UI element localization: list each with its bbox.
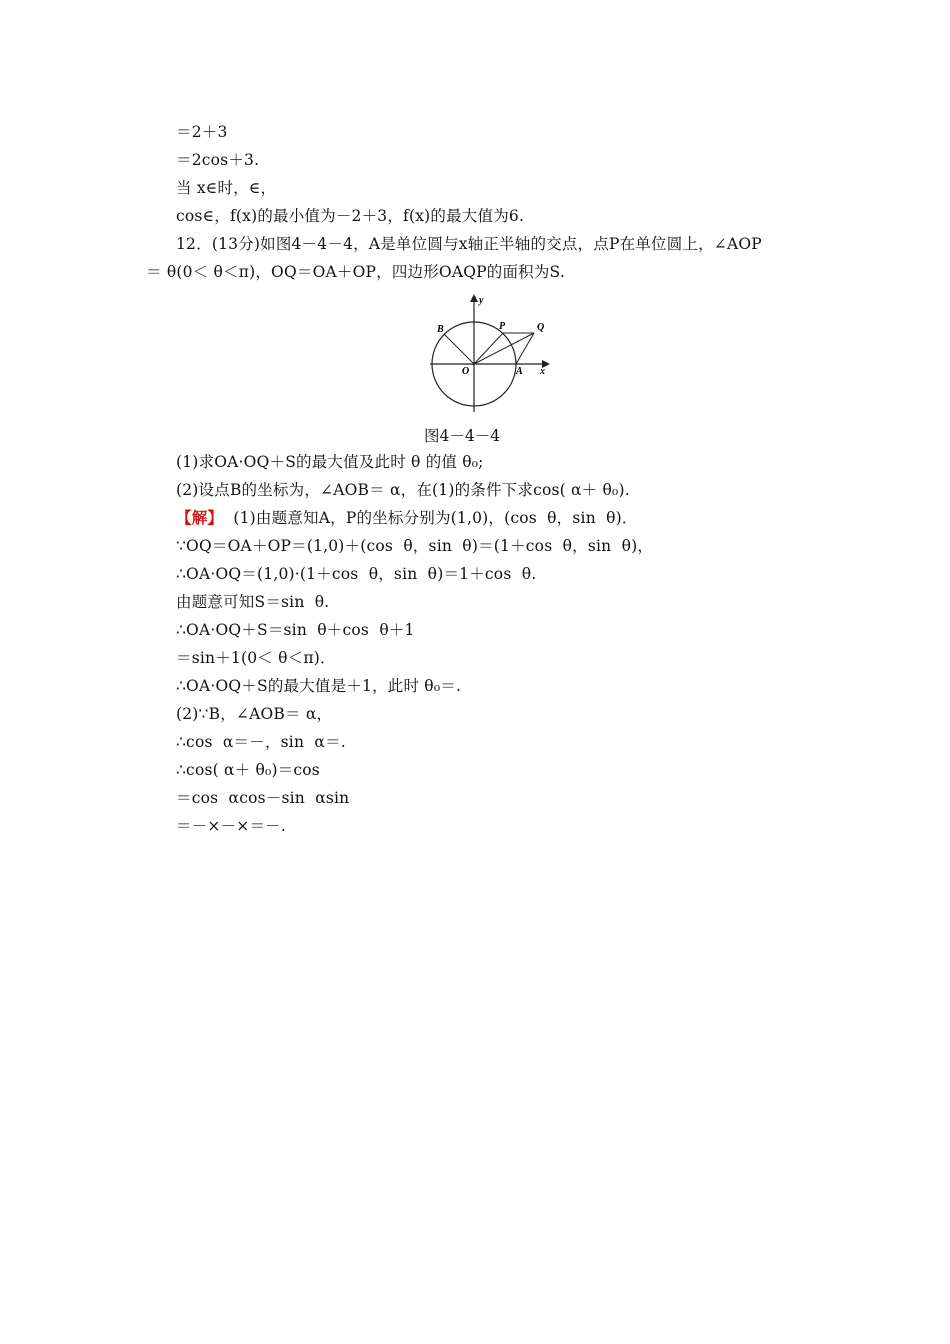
solution-line: ∴OA·OQ＋S＝sin θ＋cos θ＋1 bbox=[176, 621, 415, 639]
solution-line: ∴OA·OQ＝(1,0)·(1＋cos θ，sin θ)＝1＋cos θ. bbox=[176, 565, 537, 583]
text-line: 当 x∈时，∈， bbox=[176, 179, 277, 197]
question-2: (2)设点B的坐标为，∠AOB＝ α，在(1)的条件下求cos( α＋ θ₀). bbox=[176, 481, 630, 499]
solution-line: ＝－×－×＝－. bbox=[176, 817, 287, 835]
solution-line: 由题意可知S＝sin θ. bbox=[176, 593, 330, 611]
text-line: ＝2cos＋3. bbox=[176, 151, 260, 169]
unit-circle-figure bbox=[420, 292, 560, 418]
solution-first-line bbox=[176, 508, 638, 528]
solution-line: ∴cos α＝－，sin α＝. bbox=[176, 733, 346, 751]
text-line: cos∈，f(x)的最小值为－2＋3，f(x)的最大值为6. bbox=[176, 207, 525, 225]
solution-line: (2)∵B，∠AOB＝ α， bbox=[176, 705, 333, 723]
solution-line: ∴cos( α＋ θ₀)＝cos bbox=[176, 761, 320, 779]
solution-line: ＝cos αcos－sin αsin bbox=[176, 789, 350, 807]
label-a: A bbox=[516, 366, 523, 377]
label-o: O bbox=[462, 366, 470, 377]
question-1: (1)求OA·OQ＋S的最大值及此时 θ 的值 θ₀; bbox=[176, 453, 484, 471]
y-axis bbox=[470, 294, 478, 412]
x-axis bbox=[430, 360, 550, 368]
label-x: x bbox=[540, 366, 545, 377]
problem-line-1: 12．(13分)如图4－4－4，A是单位圆与x轴正半轴的交点，点P在单位圆上，∠AOP bbox=[176, 235, 762, 253]
text-line: ＝2＋3 bbox=[176, 123, 228, 141]
solution-line: ∵OQ＝OA＋OP＝(1,0)＋(cos θ，sin θ)＝(1＋cos θ，sin θ)， bbox=[176, 537, 654, 555]
label-b: B bbox=[437, 324, 444, 335]
segment-op bbox=[474, 333, 503, 364]
solution-text: (1)由题意知A，P的坐标分别为(1,0)，(cos θ，sin θ)． bbox=[223, 509, 638, 527]
label-p: P bbox=[499, 321, 506, 332]
solution-line: ＝sin＋1(0＜ θ＜π)． bbox=[176, 649, 336, 667]
label-q: Q bbox=[537, 322, 545, 333]
solution-line: ∴OA·OQ＋S的最大值是＋1，此时 θ₀＝. bbox=[176, 677, 462, 695]
solution-mark: 【解】 bbox=[176, 508, 224, 527]
segment-ob bbox=[444, 334, 474, 364]
figure-caption: 图4－4－4 bbox=[424, 427, 501, 445]
problem-line-2: ＝ θ(0＜ θ＜π)，OQ＝OA＋OP，四边形OAQP的面积为S. bbox=[146, 263, 565, 281]
label-y: y bbox=[479, 295, 484, 306]
